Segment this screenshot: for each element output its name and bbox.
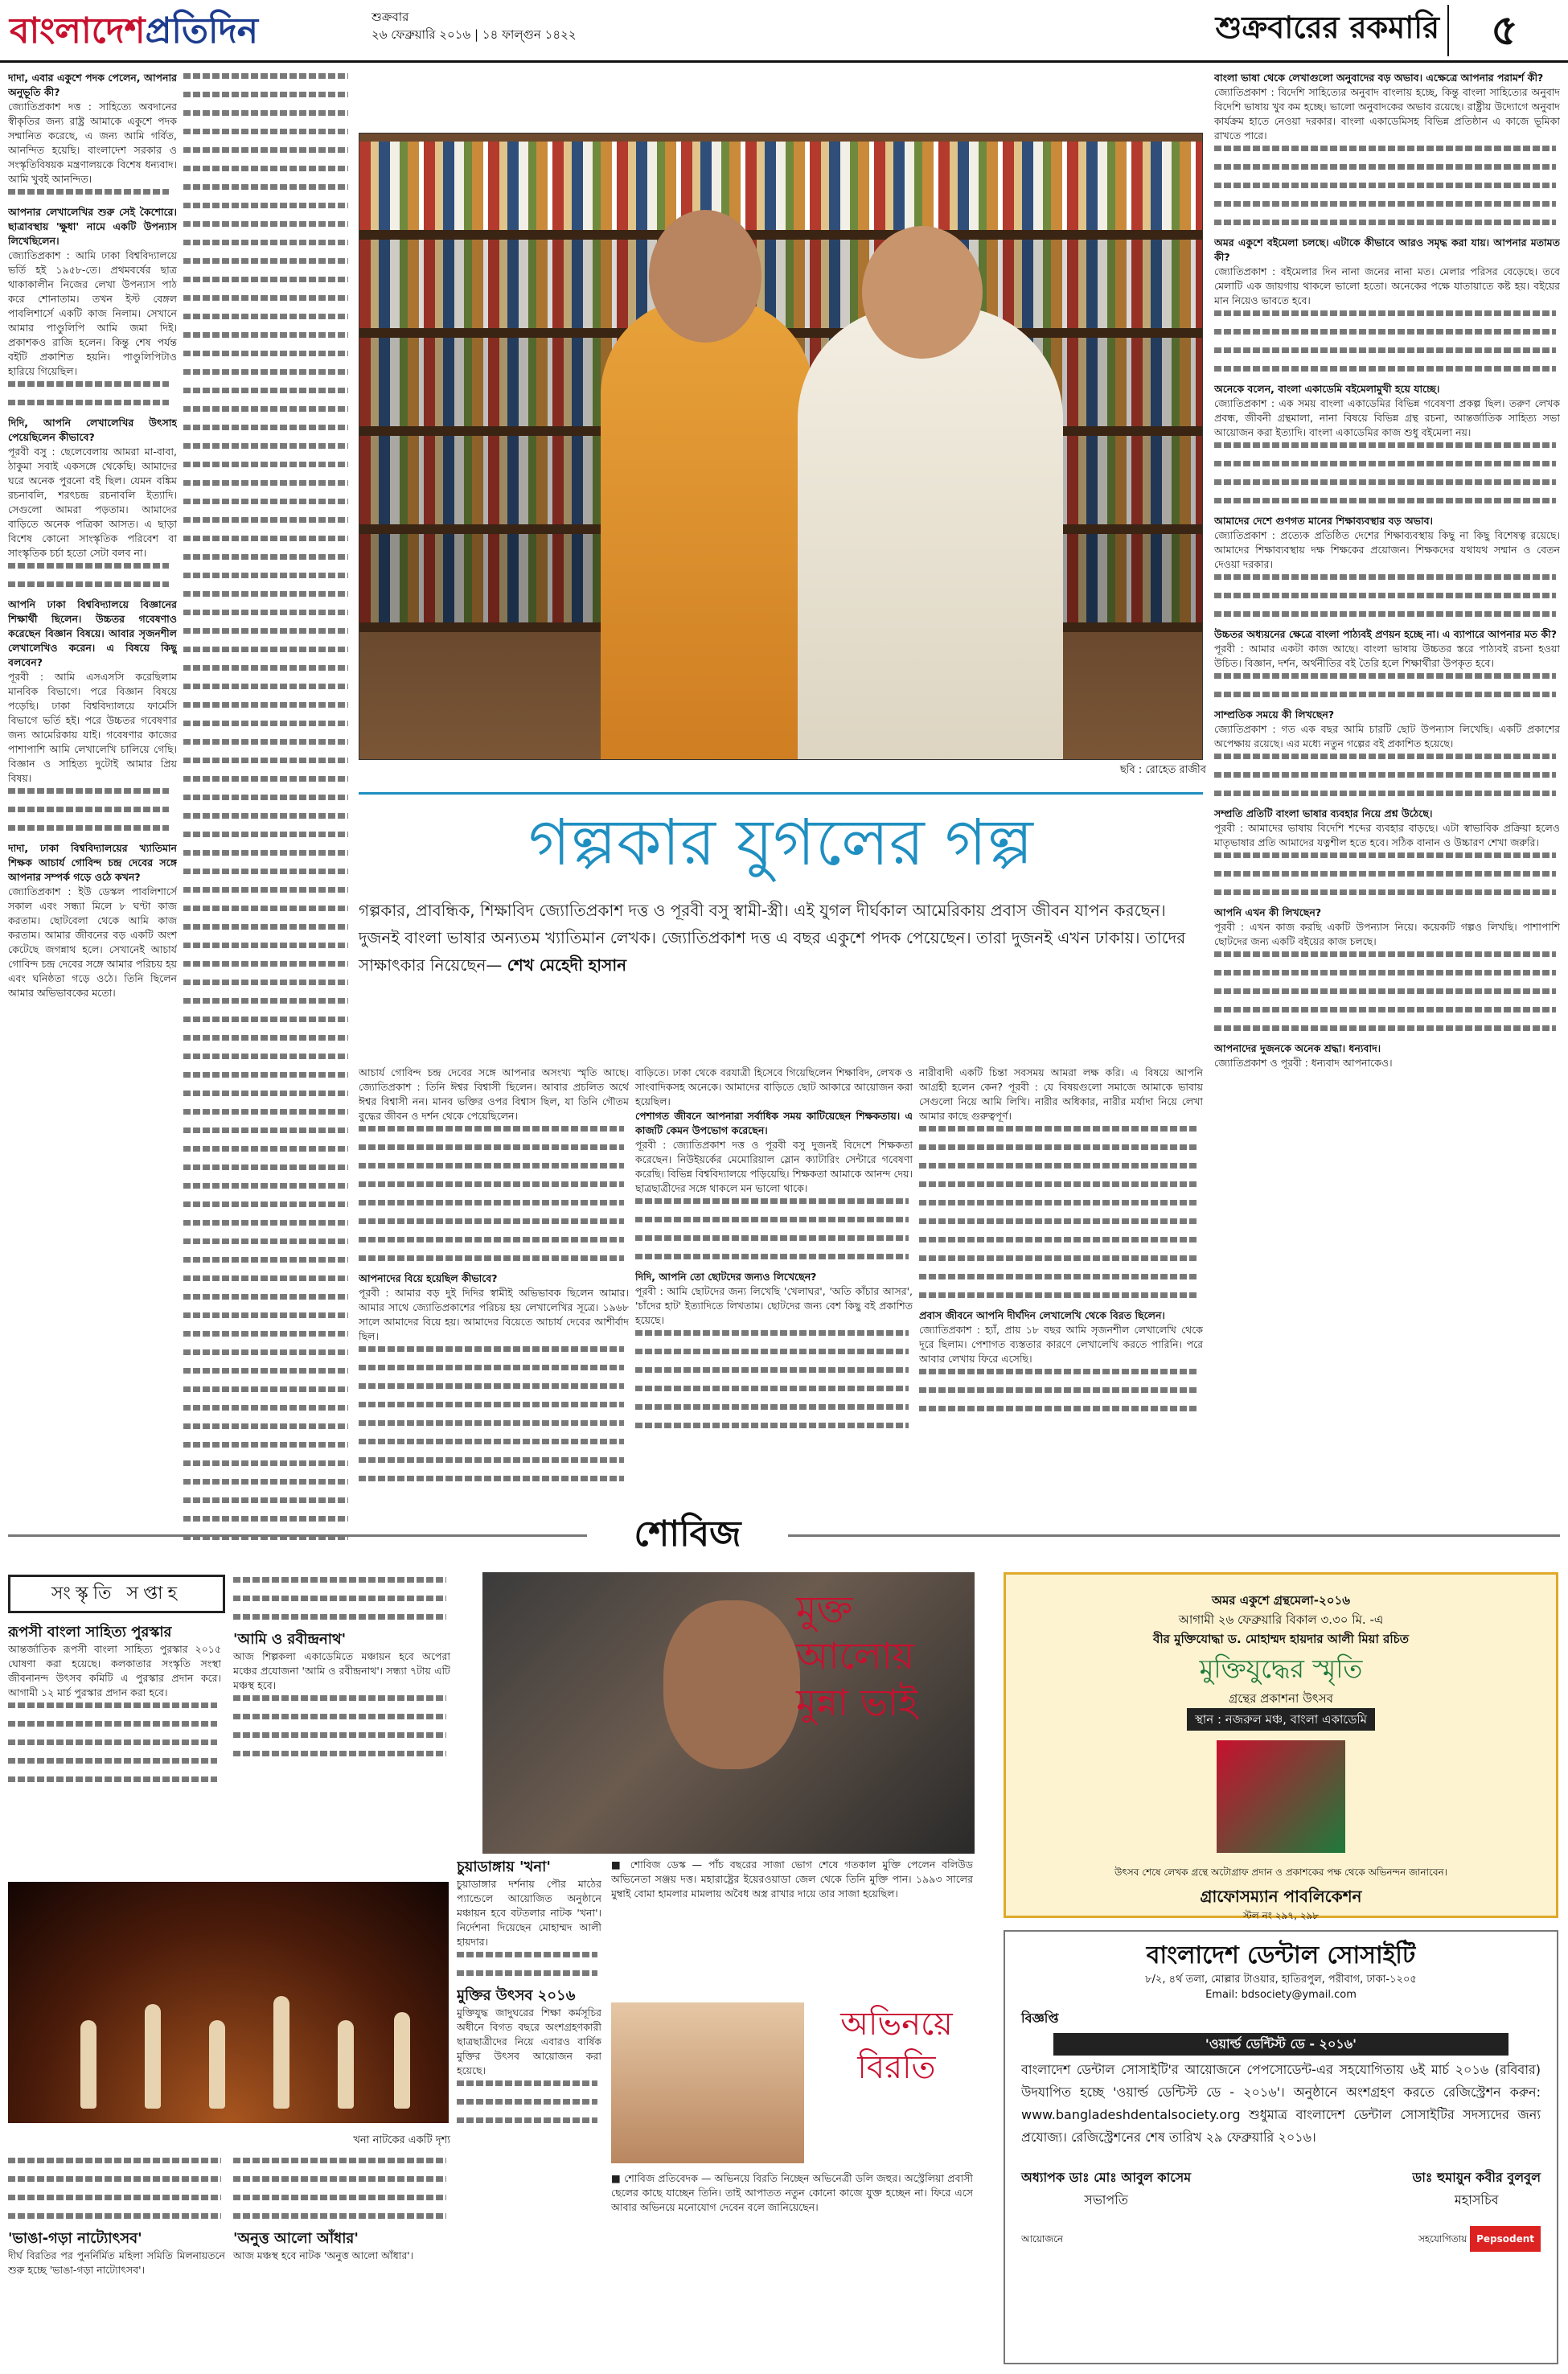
- culture-column-5: চুয়াডাঙ্গায় 'খনা' চুয়াডাঙ্গার দর্শনায় পৌর মাঠের প্যান্ডেলে আয়োজিত অনুষ্ঠানে মঞ্চায়ন হবে বটতলার নাটক 'খনা'। নির্দেশনা দিয়েছেন মোহাম্মদ আলী হায়দার। মুক্তির উৎসব ২০১৬ মুক্তিযুদ্ধ জাদুঘরের শিক্ষা কর্মসূচির অধীনে বিগত বছরে অংশগ্রহণকারী ছাত্রছাত্রীদের নিয়ে এবারও বার্ষিক মুক্তির উৎসব আয়োজন করা হয়েছে।: [457, 1858, 601, 2364]
- answer: পূরবী বসু : ছেলেবেলায় আমরা মা-বাবা, ঠাকুমা সবাই একসঙ্গে থেকেছি। আমাদের ঘরে অনেক পুরনো বই ছিল। যেমন বঙ্কিম রচনাবলি, শরৎচন্দ্র রচনাবলি ইত্যাদি। সেগুলো আমরা পড়তাম। আমাদের বাড়িতে অনেক পত্রিকা আসত। এ ছাড়া বিশেষ কোনো সাংস্কৃতিক পরিবেশ বা সাংস্কৃতিক চর্চা হতো সেটা বলব না।: [8, 446, 177, 559]
- woman-figure: [798, 306, 1063, 760]
- divider: [8, 1534, 587, 1537]
- section-title: শুক্রবারের রকমারি: [1215, 9, 1439, 45]
- answer: জ্যোতিপ্রকাশ : আমি ঢাকা বিশ্ববিদ্যালয়ে ভর্তি হই ১৯৫৮-তে। প্রথমবর্ষের ছাত্র থাকাকালীন নিজের লেখা উপন্যাস পাঠ করে শোনাতাম। তখন ইস্ট বেঙ্গল পাবলিশার্সে একটি কাজ নিলাম। সেখানে আমার পাণ্ডুলিপি আমি জমা দিই। প্রকাশকও রাজি হলেন। কিন্তু শেষ পর্যন্ত বইটি প্রকাশিত হয়নি। পাণ্ডুলিপিটাও হারিয়ে গিয়েছিল।: [8, 249, 177, 377]
- actress-headline: অভিনয়ে বিরতি: [840, 2006, 953, 2086]
- book-cover: [1217, 1740, 1345, 1853]
- interview-column-4: বাড়িতে। ঢাকা থেকে বরযাত্রী হিসেবে গিয়েছিলেন শিক্ষাবিদ, লেখক ও সাংবাদিকসহ অনেকে। আমাদের বাড়িতে ছোট আকারে আয়োজন করা হয়েছিল। পেশাগত জীবনে আপনারা সর্বাধিক সময় কাটিয়েছেন শিক্ষকতায়। এ কাজটি কেমন উপভোগ করেছেন। পূরবী : জ্যোতিপ্রকাশ দত্ত ও পূরবী বসু দুজনই বিদেশে শিক্ষকতা করেছেন। নিউইয়র্কের মেমোরিয়াল স্লোন ক্যাটারিং সেন্টারে গবেষণা করেছি। বিভিন্ন বিশ্ববিদ্যালয়ে পড়িয়েছি। শিক্ষকতা আমাকে আনন্দ দেয়। ছাত্রছাত্রীদের সঙ্গে থাকলে মন ভালো থাকে। দিদি, আপনি তো ছোটদের জন্যও লিখেছেন? পূরবী : আমি ছোটদের জন্য লিখেছি 'খেলাঘর', 'অতি কাঁচার আসর', 'চাঁদের হাট' ইত্যাদিতে লিখতাম। ছোটদের জন্য বেশ কিছু বই প্রকাশিত হয়েছে।: [635, 1066, 913, 1504]
- culture-column-3: 'ভাঙা-গড়া নাট্যোৎসব' দীর্ঘ বিরতির পর পুনর্নির্মিত মহিলা সমিতি মিলনায়তনে শুরু হচ্ছে 'ভাঙা-গড়া নাট্যোৎসব'।: [8, 2155, 225, 2364]
- newspaper-logo[interactable]: বাংলাদেশপ্রতিদিন: [10, 10, 258, 51]
- sanjay-story: ■ শোবিজ ডেস্ক — পাঁচ বছরের সাজা ভোগ শেষে গতকাল মুক্তি পেলেন বলিউড অভিনেতা সঞ্জয় দত্ত। মহারাষ্ট্রের ইয়েরওয়াডা জেল থেকে তিনি মুক্তি পান। ১৯৯৩ সালের মুম্বাই বোমা হামলার মামলায় অবৈধ অস্ত্র রাখার দায়ে তার সাজা হয়েছিল।: [611, 1859, 973, 1900]
- byline: শেখ মেহেদী হাসান: [507, 955, 627, 975]
- interview-column-3: আচার্য গোবিন্দ চন্দ্র দেবের সঙ্গে আপনার অসংখ্য স্মৃতি আছে। জ্যোতিপ্রকাশ : তিনি ঈশ্বর বিশ্বাসী ছিলেন। আবার প্রচলিত অর্থে ঈশ্বর বিশ্বাসী নন। মানব ভক্তির ওপর বিশ্বাস ছিল, যা তিনি গৌতম বুদ্ধের জীবন ও দর্শন থেকে পেয়েছিলেন। আপনাদের বিয়ে হয়েছিল কীভাবে? পূরবী : আমার বড় দুই দিদির স্বামীই অভিভাবক ছিলেন আমার। আমার সাথে জ্যোতিপ্রকাশের পরিচয় হয় লেখালেখির সূত্রে। ১৯৬৮ সালে আমাদের বিয়ে হয়। আমাদের বিয়েতে আচার্য দেবের আশীর্বাদ ছিল।: [359, 1066, 629, 1504]
- book-launch-ad[interactable]: অমর একুশে গ্রন্থমেলা-২০১৬ আগামী ২৬ ফেব্রুয়ারি বিকাল ৩.৩০ মি. -এ বীর মুক্তিযোদ্ধা ড. মোহাম্মদ হায়দার আলী মিয়া রচিত মুক্তিযুদ্ধের স্মৃতি গ্রন্থের প্রকাশনা উৎসব স্থান : নজরুল মঞ্চ, বাংলা একাডেমি উৎসব শেষে লেখক গ্রন্থে অটোগ্রাফ প্রদান ও প্রকাশকের পক্ষ থেকে অভিনন্দন জানাবেন। গ্রাফোসম্যান পাবলিকেশন স্টল নং ২৯৭, ২৯৮: [1004, 1572, 1558, 1918]
- interview-column-2: [183, 71, 352, 1542]
- question: দিদি, আপনি লেখালেখির উৎসাহ পেয়েছিলেন কীভাবে?: [8, 417, 177, 443]
- actress-photo: [611, 2002, 804, 2163]
- answer: জ্যোতিপ্রকাশ : ইউ ডেস্কল পাবলিশার্সে সকাল এবং সন্ধ্যা মিলে ৮ ঘণ্টা কাজ করতাম। ছোটবেলা থেকে আমি কাজ করতাম। আমার জীবনের বড় একটি অংশ কেটেছে জগন্নাথ হলে। সেখানেই আচার্য গোবিন্দ চন্দ্র দেবের সঙ্গে আমার পরিচয় হয় এবং ঘনিষ্ঠতা গড়ে ওঠে। তিনি ছিলেন আমার অভিভাবকের মতো।: [8, 885, 177, 999]
- question: দাদা, এবার একুশে পদক পেলেন, আপনার অনুভূতি কী?: [8, 72, 177, 98]
- interview-column-5: নারীবাদী একটি চিন্তা সবসময় আমরা লক্ষ করি। এ বিষয়ে আপনি আগ্রহী হলেন কেন? পূরবী : যে বিষয়গুলো সমাজে আমাকে ভাবায় সেগুলো নিয়ে আমি লিখি। নারীর অধিকার, নারীর মর্যাদা নিয়ে লেখা আমার কাছে গুরুত্বপূর্ণ। প্রবাস জীবনে আপনি দীর্ঘদিন লেখালেখি থেকে বিরত ছিলেন। জ্যোতিপ্রকাশ : হ্যাঁ, প্রায় ১৮ বছর আমি সৃজনশীল লেখালেখি থেকে দূরে ছিলাম। পেশাগত ব্যস্ততার কারণে লেখালেখি করতে পারিনি। পরে আবার লেখায় ফিরে এসেছি।: [919, 1066, 1203, 1504]
- man-head: [649, 210, 761, 343]
- page-number: ৫: [1447, 5, 1560, 56]
- question: দাদা, ঢাকা বিশ্ববিদ্যালয়ের খ্যাতিমান শিক্ষক আচার্য গোবিন্দ চন্দ্র দেবের সঙ্গে আপনার সম্পর্ক গড়ে ওঠে কখন?: [8, 842, 177, 883]
- question: আপনি ঢাকা বিশ্ববিদ্যালয়ে বিজ্ঞানের শিক্ষার্থী ছিলেন। উচ্চতর গবেষণাও করেছেন বিজ্ঞান বিষয়ে। আবার সৃজনশীল লেখালেখিও করেন। এ বিষয়ে কিছু বলবেন?: [8, 598, 177, 668]
- woman-head: [862, 226, 983, 359]
- pepsodent-logo: Pepsodent: [1470, 2226, 1541, 2252]
- couple-photo: [359, 133, 1203, 760]
- photo-credit: ছবি : রোহেত রাজীব: [1119, 764, 1206, 776]
- actress-story: ■ শোবিজ প্রতিবেদক — অভিনয়ে বিরতি নিচ্ছেন অভিনেত্রী ডলি জহুর। অস্ট্রেলিয়া প্রবাসী ছেলের কাছে যাচ্ছেন তিনি। তাই আপাতত নতুন কোনো কাজে যুক্ত হচ্ছেন না। ফিরে এসে আবার অভিনয়ে মনোযোগ দেবেন বলে জানিয়েছেন।: [611, 2172, 973, 2213]
- dental-society-ad[interactable]: বাংলাদেশ ডেন্টাল সোসাইটি ৮/২, ৪র্থ তলা, মোল্লার টাওয়ার, হাতিরপুল, পরীবাগ, ঢাকা-১২০৫ Email: bdsociety@ymail.com বিজ্ঞপ্তি 'ওয়ার্ল্ড ডেন্টিস্ট ডে - ২০১৬' বাংলাদেশ ডেন্টাল সোসাইটি'র আয়োজনে পেপসোডেন্ট-এর সহযোগিতায় ৬ই মার্চ ২০১৬ (রবিবার) উদযাপিত হচ্ছে 'ওয়ার্ল্ড ডেন্টিস্ট ডে - ২০১৬'। অনুষ্ঠানে অংশগ্রহণ করতে রেজিস্ট্রেশন করুন: www.bangladeshdentalsociety.org শুধুমাত্র বাংলাদেশ ডেন্টাল সোসাইটির সদস্যদের জন্য প্রযোজ্য। রেজিস্ট্রেশনের শেষ তারিখ ২৯ ফেব্রুয়ারি ২০১৬। অধ্যাপক ডাঃ মোঃ আবুল কাসেম সভাপতি ডাঃ হুমায়ুন কবীর বুলবুল মহাসচিব আয়োজনে সহযোগিতায় Pepsodent: [1004, 1930, 1558, 2364]
- dental-org-name: বাংলাদেশ ডেন্টাল সোসাইটি: [1146, 1941, 1416, 1969]
- sanjay-headline: মুক্ত আলোয় মুন্না ভাই: [796, 1587, 918, 1724]
- answer: পূরবী : আমি এসএসসি করেছিলাম মানবিক বিভাগে। পরে বিজ্ঞান বিষয়ে পড়েছি। ঢাকা বিশ্ববিদ্যালয়ে ফার্মেসি বিভাগে ভর্তি হই। পরে উচ্চতর গবেষণার জন্য আমেরিকায় যাই। গবেষণার কাজের পাশাপাশি আমি লেখালেখি চালিয়ে গেছি। বিজ্ঞান ও সাহিত্য দুটোই আমার প্রিয় বিষয়।: [8, 671, 177, 784]
- feature-lead: গল্পকার, প্রাবন্ধিক, শিক্ষাবিদ জ্যোতিপ্রকাশ দত্ত ও পূরবী বসু স্বামী-স্ত্রী। এই যুগল দীর্ঘকাল আমেরিকায় প্রবাস জীবন যাপন করছেন। দুজনই বাংলা ভাষার অন্যতম খ্যাতিমান লেখক। জ্যোতিপ্রকাশ দত্ত এ বছর একুশে পদক পেয়েছেন। তারা দুজনই এখন ঢাকায়। তাদের সাক্ষাৎকার নিয়েছেন— শেখ মেহেদী হাসান: [359, 901, 1186, 975]
- publisher-name: গ্রাফোসম্যান পাবলিকেশন: [1200, 1887, 1362, 1906]
- divider: [788, 1534, 1560, 1537]
- issue-date: শুক্রবার ২৬ ফেব্রুয়ারি ২০১৬ | ১৪ ফাল্গুন ১৪২২: [371, 10, 577, 42]
- interview-column-1: [8, 71, 177, 1542]
- culture-column-4: 'অনুত্ত আলো আঁধার' আজ মঞ্চস্থ হবে নাটক 'অনুত্ত আলো আঁধার'।: [233, 2155, 450, 2364]
- culture-column-1: রূপসী বাংলা সাহিত্য পুরস্কার আন্তর্জাতিক রূপসী বাংলা সাহিত্য পুরস্কার ২০১৫ ঘোষণা করা হয়েছে। কলকাতার সংস্কৃতি সংস্থা জীবনানন্দ উৎসব কমিটি এ পুরস্কার প্রদান করে। আগামী ১২ মার্চ পুরস্কার প্রদান করা হবে।: [8, 1623, 221, 1876]
- question: আপনার লেখালেখির শুরু সেই কৈশোরে। ছাত্রাবস্থায় 'ক্ষুধা' নামে একটি উপন্যাস লিখেছিলেন।: [8, 206, 177, 247]
- photo-caption: খনা নাটকের একটি দৃশ্য: [353, 2134, 450, 2146]
- khona-drama-photo: [8, 1882, 449, 2123]
- showbiz-section-title: শোবিজ: [634, 1514, 741, 1555]
- interview-column-6: বাংলা ভাষা থেকে লেখাগুলো অনুবাদের বড় অভাব। এক্ষেত্রে আপনার পরামর্শ কী? জ্যোতিপ্রকাশ : বিদেশি সাহিত্যের অনুবাদ বাংলায় হচ্ছে, কিন্তু বাংলা সাহিত্যের অনুবাদ বিদেশি ভাষায় খুব কম হচ্ছে। ভালো অনুবাদকের অভাব রয়েছে। রাষ্ট্রীয় উদ্যোগে অনুবাদ কার্যক্রম হাতে নেওয়া দরকার। বাংলা একাডেমিসহ বিভিন্ন প্রতিষ্ঠান এ কাজে ভূমিকা রাখতে পারে। অমর একুশে বইমেলা চলছে। এটাকে কীভাবে আরও সমৃদ্ধ করা যায়। আপনার মতামত কী? জ্যোতিপ্রকাশ : বইমেলার দিন নানা জনের নানা মত। মেলার পরিসর বেড়েছে। তবে মেলাটি এক জায়গায় থাকলে ভালো হতো। অনেকের পক্ষে যাতায়াতে কষ্ট হয়। বইয়ের মান নিয়েও ভাবতে হবে। অনেকে বলেন, বাংলা একাডেমি বইমেলামুখী হয়ে যাচ্ছে। জ্যোতিপ্রকাশ : এক সময় বাংলা একাডেমির বিভিন্ন গবেষণা প্রকল্প ছিল। তরুণ লেখক প্রবন্ধ, জীবনী গ্রন্থমালা, নানা বিষয়ে বিভিন্ন গ্রন্থ রচনা, আন্তর্জাতিক সাহিত্য সভা আয়োজন করা ইত্যাদি। বাংলা একাডেমির কাজ শুধু বইমেলা নয়। আমাদের দেশে গুণগত মানের শিক্ষাব্যবস্থার বড় অভাব। জ্যোতিপ্রকাশ : প্রত্যেক প্রতিষ্ঠিত দেশের শিক্ষাব্যবস্থায় কিছু না কিছু বিশেষত্ব রয়েছে। আমাদের শিক্ষাব্যবস্থায় দক্ষ শিক্ষকের প্রয়োজন। শিক্ষকদের যথাযথ সম্মান ও বেতন দেওয়া দরকার। উচ্চতর অধ্যয়নের ক্ষেত্রে বাংলা পাঠ্যবই প্রণয়ন হচ্ছে না। এ ব্যাপারে আপনার মত কী? পূরবী : আমার একটা কাজ আছে। বাংলা ভাষায় উচ্চতর স্তরে পাঠ্যবই রচনা হওয়া উচিত। বিজ্ঞান, দর্শন, অর্থনীতির বই তৈরি হলে শিক্ষার্থীরা উপকৃত হবে। সাম্প্রতিক সময়ে কী লিখছেন? জ্যোতিপ্রকাশ : গত এক বছর আমি চারটি ছোট উপন্যাস লিখেছি। একটি প্রকাশের অপেক্ষায় রয়েছে। এর মধ্যে নতুন গল্পের বই প্রকাশিত হয়েছে। সম্প্রতি প্রতিটি বাংলা ভাষার ব্যবহার নিয়ে প্রশ্ন উঠেছে। পূরবী : আমাদের ভাষায় বিদেশি শব্দের ব্যবহার বাড়ছে। এটা স্বাভাবিক প্রক্রিয়া হলেও মাতৃভাষার প্রতি আমাদের যত্নশীল হতে হবে। সঠিক বানান ও উচ্চারণ শেখা জরুরি। আপনি এখন কী লিখছেন? পূরবী : এখন কাজ করছি একটি উপন্যাস নিয়ে। কয়েকটি গল্পও লিখছি। পাশাপাশি ছোটদের জন্য একটি বইয়ের কাজ চলছে। আপনাদের দুজনকে অনেক শ্রদ্ধা। ধন্যবাদ। জ্যোতিপ্রকাশ ও পূরবী : ধন্যবাদ আপনাকেও।: [1214, 72, 1560, 1069]
- feature-headline: গল্পকার যুগলের গল্প: [359, 792, 1203, 889]
- man-figure: [601, 298, 814, 760]
- culture-column-2: 'আমি ও রবীন্দ্রনাথ' আজ শিল্পকলা একাডেমিতে মঞ্চায়ন হবে অপেরা মঞ্চের প্রযোজনা 'আমি ও রবীন্দ্রনাথ'। সন্ধ্যা ৭টায় এটি মঞ্চস্থ হবে।: [233, 1575, 450, 1876]
- book-title: মুক্তিযুদ্ধের স্মৃতি: [1199, 1653, 1363, 1684]
- culture-week-banner: সংস্কৃতি সপ্তাহ: [8, 1575, 225, 1613]
- answer: জ্যোতিপ্রকাশ দত্ত : সাহিত্যে অবদানের স্বীকৃতির জন্য রাষ্ট্র আমাকে একুশে পদক সম্মানিত করেছে, এ জন্য আমি গর্বিত, আনন্দিত হয়েছি। বাংলাদেশ সরকার ও সংস্কৃতিবিষয়ক মন্ত্রণালয়কে বিশেষ ধন্যবাদ। আমি খুবই আনন্দিত।: [8, 101, 177, 185]
